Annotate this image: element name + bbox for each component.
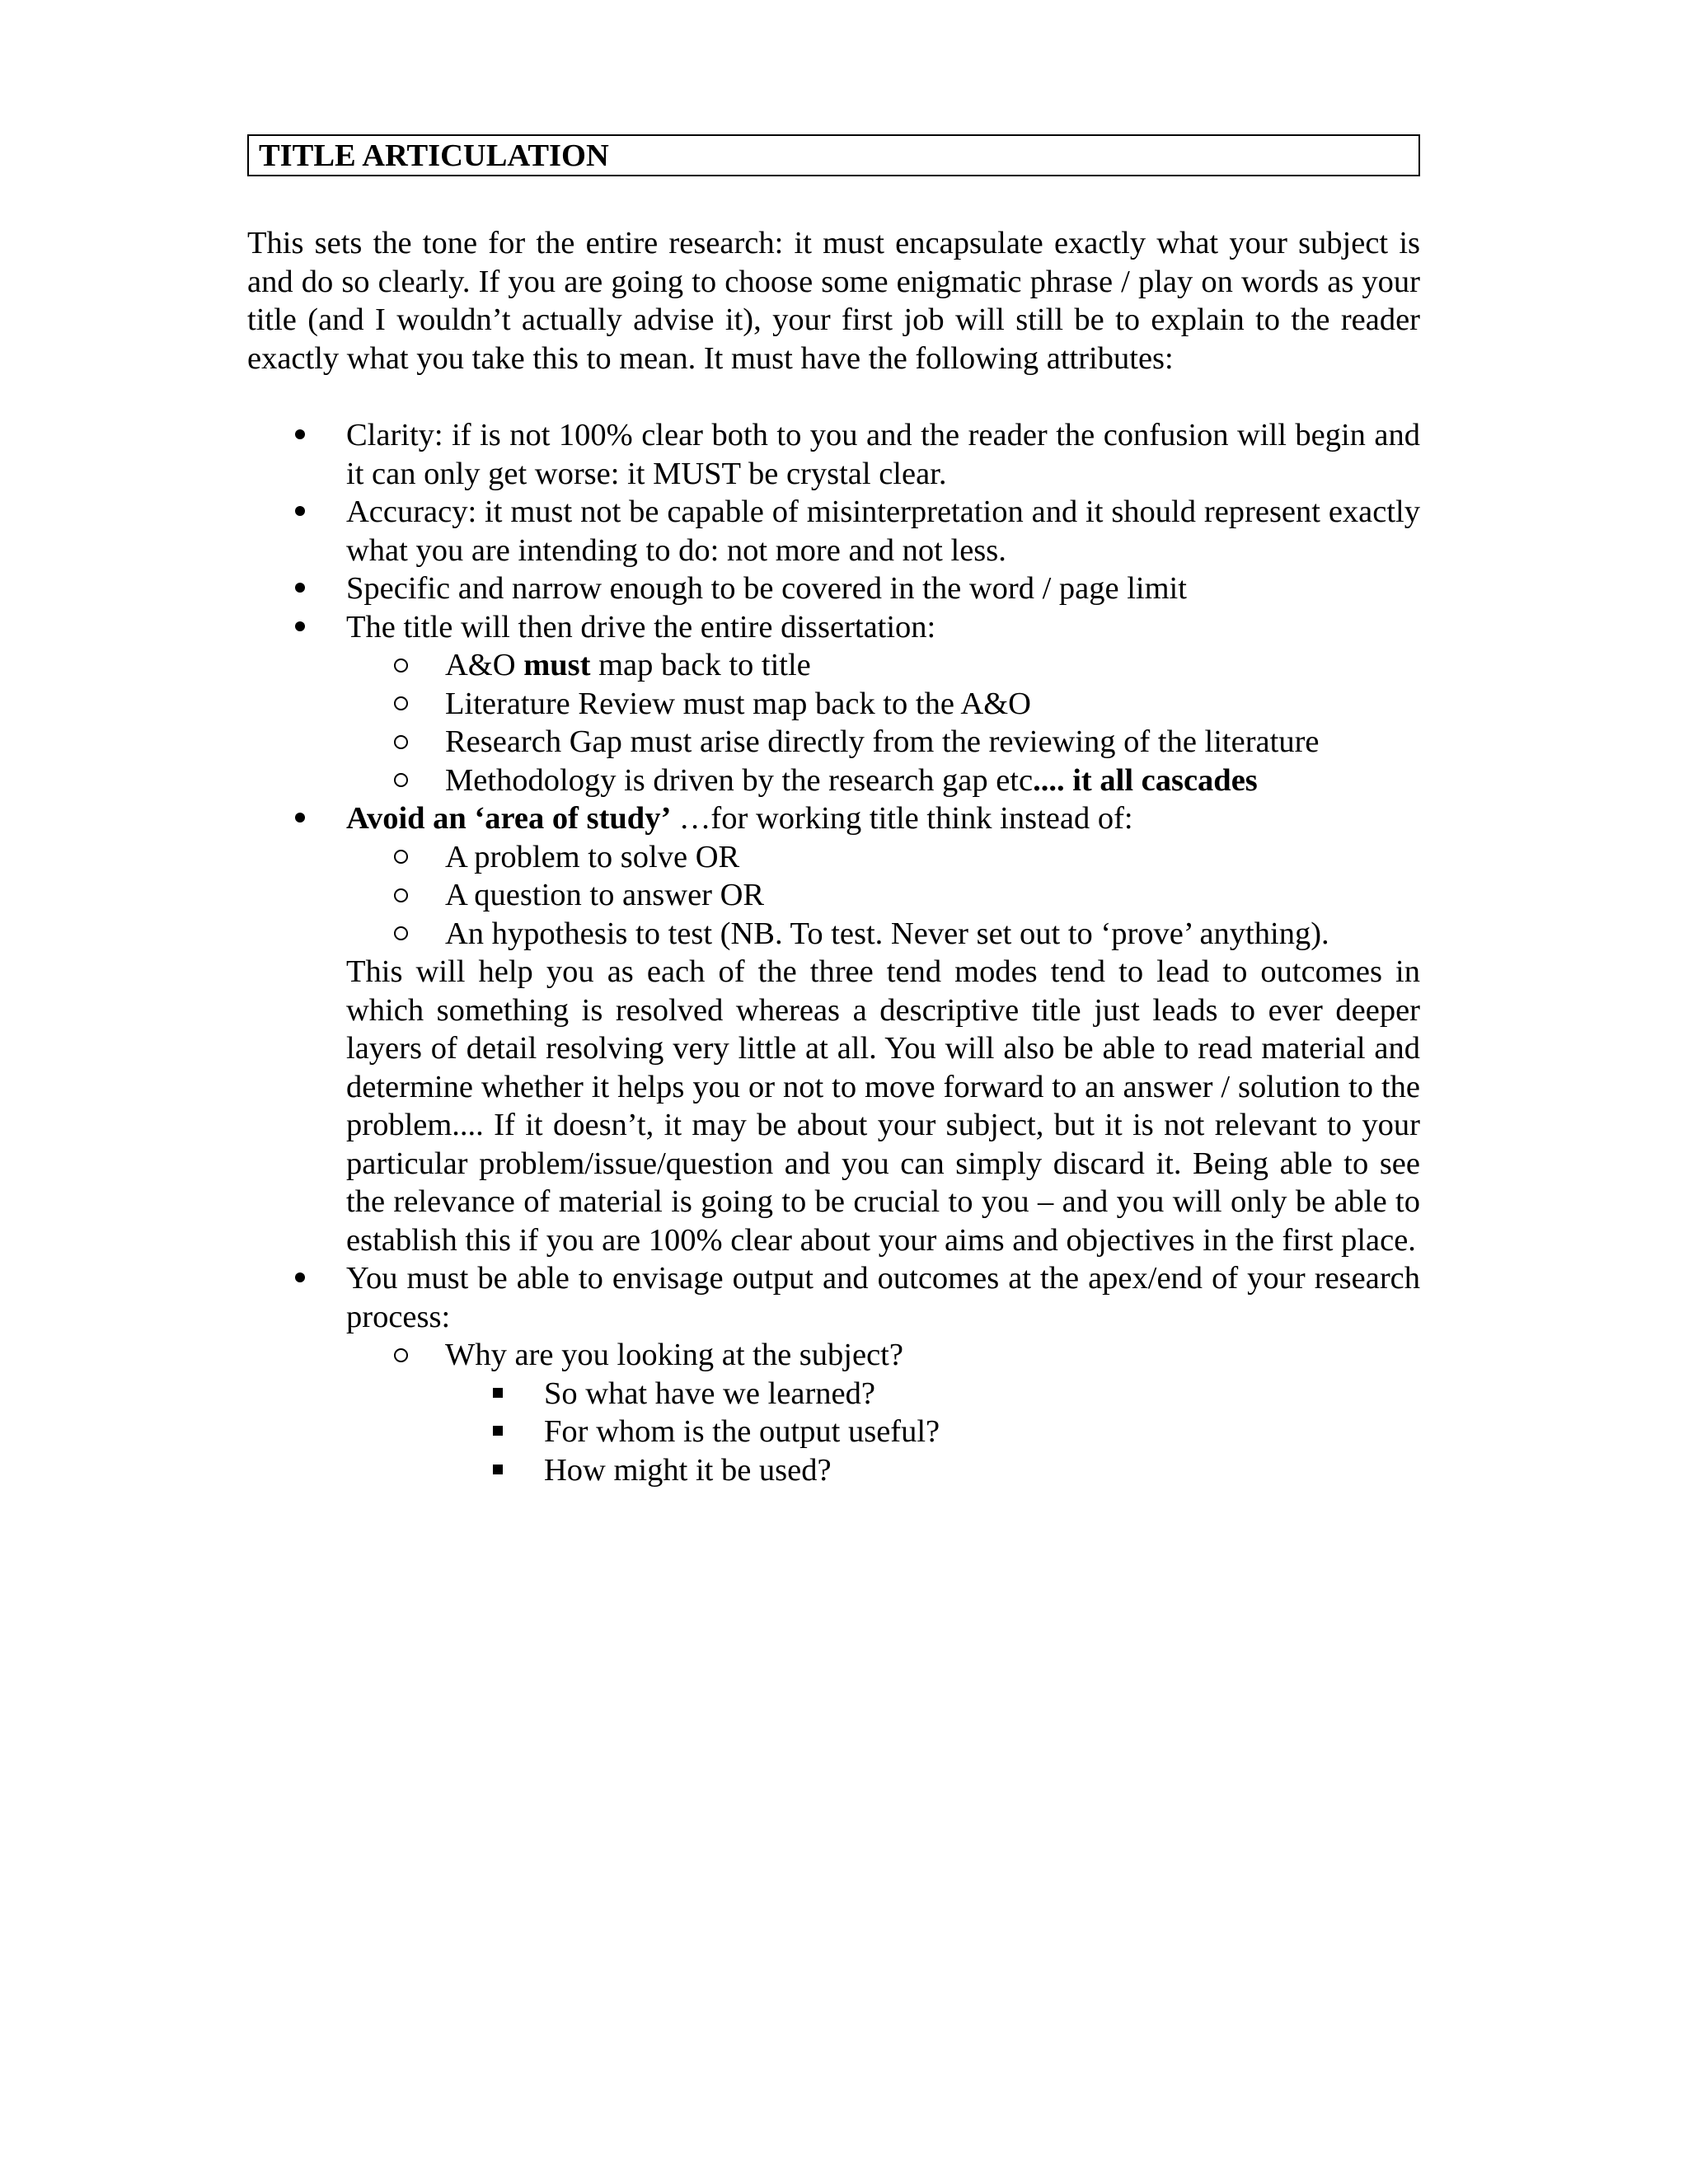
subsublist-item-whom: For whom is the output useful? (445, 1413, 1420, 1451)
avoid-explanation-paragraph: This will help you as each of the three tend modes tend to lead to outcomes in which something is resolved whereas a descriptive title just leads to ever deeper layers of detail resolving very little at all. You will also be able to read material and determine whether it helps you or not to move forward to an answer / solution to the problem.... If it doesn’t, it may be about your subject, but it is not relevant to your particular problem/issue/question and you can simply discard it. Being able to see the relevance of material is going to be crucial to you – and you will only be able to establish this if you are 100% clear about your aims and objectives in the first place. (346, 954, 1420, 1258)
list-item-specific (247, 569, 1420, 608)
sublist-item-why: Why are you looking at the subject? So what have we learned? For whom is the output useful? How might it be used? (346, 1336, 1420, 1489)
bullet-dot-icon (295, 493, 320, 532)
bullet-dot-icon (295, 799, 320, 838)
bullet-dot-icon (295, 569, 320, 608)
bullet-circle-icon (394, 1336, 408, 1375)
avoid-sublist (346, 838, 1420, 954)
subsublist-item-learned: So what have we learned? (445, 1375, 1420, 1413)
list-item-envisage (247, 1259, 1420, 1489)
sublist-item-literature: Literature Review must map back to the A&O (346, 685, 1420, 724)
sublist-item-ao: A&O must map back to title (346, 646, 1420, 685)
why-sublist (445, 1375, 1420, 1490)
drive-text: The title will then drive the entire dissertation: (346, 609, 936, 644)
bullet-circle-icon (394, 876, 408, 915)
document-page (247, 134, 1420, 1489)
drive-sublist (346, 646, 1420, 799)
intro-paragraph: This sets the tone for the entire research: it must encapsulate exactly what your subject is and do so clearly. If you are going to choose some enigmatic phrase / play on words as your title (and I wouldn’t actually advise it), your first job will still be to explain to the reader exactly what you take this to mean. It must have the following attributes: (247, 226, 1420, 376)
bullet-circle-icon (394, 915, 408, 954)
ao-emphasis: must (523, 648, 591, 682)
bullet-circle-icon (394, 685, 408, 724)
sublist-item-question: A question to answer OR (346, 876, 1420, 915)
sublist-item-methodology: Methodology is driven by the research gap etc.... it all cascades (346, 762, 1420, 800)
list-item-avoid (247, 799, 1420, 1259)
list-item-clarity (247, 416, 1420, 493)
bullet-dot-icon (295, 608, 320, 647)
section-title: TITLE ARTICULATION (259, 138, 609, 173)
subsublist-item-used: How might it be used? (445, 1451, 1420, 1490)
sublist-item-problem: A problem to solve OR (346, 838, 1420, 877)
list-item-accuracy (247, 493, 1420, 569)
specific-text: Specific and narrow enough to be covered in the word / page limit (346, 571, 1187, 606)
accuracy-text: Accuracy: it must not be capable of misinterpretation and it should represent exactly what you are intending to do: not more and not less. (346, 494, 1420, 568)
cascade-emphasis: .... it all cascades (1033, 762, 1258, 798)
bullet-circle-icon (394, 762, 408, 800)
bullet-dot-icon (295, 1259, 320, 1298)
list-item-drive (247, 608, 1420, 800)
envisage-sublist (346, 1336, 1420, 1489)
attributes-list (247, 416, 1420, 1489)
sublist-item-gap: Research Gap must arise directly from the reviewing of the literature (346, 723, 1420, 762)
bullet-circle-icon (394, 838, 408, 877)
bullet-circle-icon (394, 646, 408, 685)
sublist-item-hypothesis: An hypothesis to test (NB. To test. Never set out to ‘prove’ anything). (346, 915, 1420, 954)
bullet-circle-icon (394, 723, 408, 762)
bullet-square-icon (493, 1375, 503, 1413)
avoid-emphasis: Avoid an ‘area of study’ (346, 801, 672, 836)
section-title-box (247, 134, 1420, 176)
bullet-square-icon (493, 1451, 503, 1490)
avoid-text: …for working title think instead of: (671, 801, 1133, 836)
bullet-square-icon (493, 1413, 503, 1451)
envisage-text: You must be able to envisage output and outcomes at the apex/end of your research process: (346, 1261, 1420, 1334)
clarity-text: Clarity: if is not 100% clear both to you and the reader the confusion will begin and it can only get worse: it MUST be crystal clear. (346, 418, 1420, 491)
bullet-dot-icon (295, 416, 320, 455)
